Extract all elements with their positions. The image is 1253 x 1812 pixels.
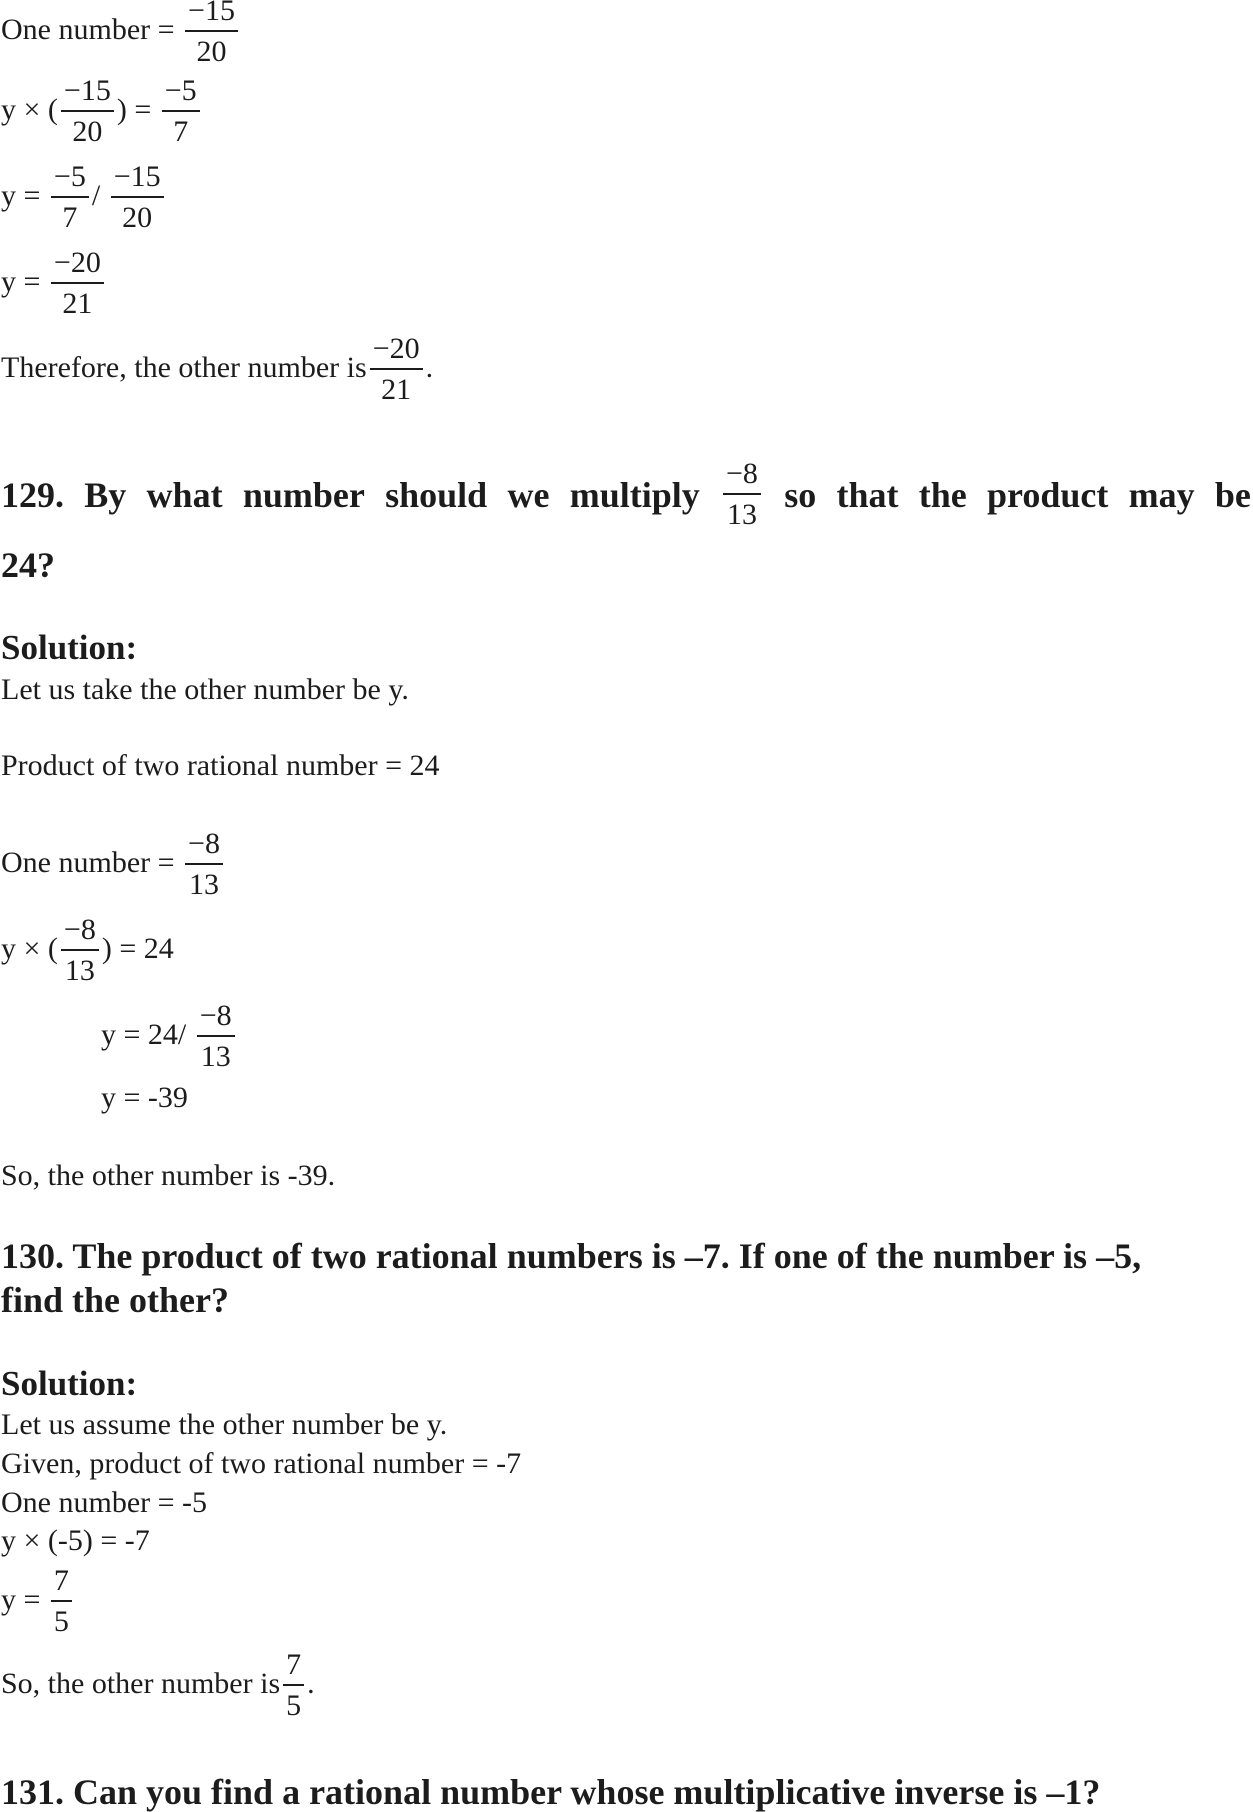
question-129-line2: 24?	[1, 545, 55, 585]
fraction	[185, 825, 223, 905]
solution-line: One number = -5	[1, 1486, 208, 1519]
q130-equation	[1, 1562, 75, 1642]
numerator: −20	[370, 330, 423, 370]
solution-line: Product of two rational number = 24	[1, 749, 440, 782]
q-word: should	[385, 475, 488, 515]
lhs: y × (	[1, 92, 58, 126]
q-word: product	[987, 475, 1109, 515]
q-word: By	[84, 475, 127, 515]
lhs: y = 24/	[101, 1017, 187, 1051]
numerator: −5	[51, 158, 89, 198]
solution-line: Let us assume the other number be y.	[1, 1408, 448, 1441]
q129-one-number-line	[1, 825, 226, 905]
fraction	[61, 72, 114, 152]
q129-equation-2	[101, 997, 238, 1077]
numerator: −15	[185, 0, 238, 32]
numerator: −8	[723, 455, 761, 495]
fraction	[185, 0, 238, 72]
denominator: 7	[173, 115, 189, 148]
denominator: 20	[196, 35, 227, 68]
denominator: 20	[72, 115, 103, 148]
numerator: −5	[162, 72, 200, 112]
period: .	[307, 1666, 315, 1700]
denominator: 13	[64, 954, 95, 987]
prev-one-number-line	[1, 0, 241, 72]
fraction	[51, 244, 104, 324]
q-word: multiply	[569, 475, 700, 515]
question-130-line2: find the other?	[1, 1280, 229, 1320]
solution-line: y × (-5) = -7	[1, 1524, 150, 1557]
denominator: 21	[62, 287, 93, 320]
label: One number =	[1, 845, 175, 879]
q-word: 129.	[1, 475, 64, 515]
question-129-heading	[1, 455, 1251, 535]
q-word: so	[784, 475, 817, 515]
numerator: −15	[111, 158, 164, 198]
denominator: 21	[381, 373, 412, 406]
numerator: 7	[51, 1562, 72, 1602]
solution-line: Given, product of two rational number = -7	[1, 1447, 522, 1480]
text: So, the other number is	[1, 1666, 281, 1700]
denominator: 7	[62, 201, 78, 234]
question-130-heading: 130. The product of two rational numbers is –7. If one of the number is –5,	[1, 1236, 1142, 1276]
numerator: 7	[283, 1646, 304, 1686]
q-word: the	[918, 475, 967, 515]
q-word: number	[242, 475, 365, 515]
numerator: −8	[61, 911, 99, 951]
text: Therefore, the other number is	[1, 350, 367, 384]
fraction	[61, 911, 99, 991]
numerator: −8	[185, 825, 223, 865]
lhs: y =	[1, 178, 41, 212]
mid: ) =	[116, 92, 152, 126]
divide-sign: /	[91, 178, 101, 212]
q129-equation-3: y = -39	[101, 1081, 188, 1114]
rhs: ) = 24	[101, 931, 174, 965]
lhs: y =	[1, 264, 41, 298]
fraction	[723, 455, 761, 535]
numerator: −15	[61, 72, 114, 112]
label: One number =	[1, 12, 175, 46]
lhs: y × (	[1, 931, 58, 965]
q130-conclusion	[1, 1646, 315, 1726]
fraction	[51, 158, 89, 238]
fraction	[283, 1646, 304, 1726]
prev-equation-1	[1, 72, 203, 152]
q-word: what	[146, 475, 223, 515]
q-word: be	[1214, 475, 1251, 515]
fraction	[197, 997, 235, 1077]
denominator: 20	[122, 201, 153, 234]
fraction	[51, 1562, 72, 1642]
fraction	[111, 158, 164, 238]
numerator: −8	[197, 997, 235, 1037]
solution-heading: Solution:	[1, 628, 138, 667]
denominator: 5	[286, 1689, 302, 1722]
prev-conclusion	[1, 330, 433, 410]
denominator: 13	[726, 498, 757, 531]
q-word: we	[507, 475, 550, 515]
q-word: may	[1128, 475, 1195, 515]
fraction	[370, 330, 423, 410]
solution-heading: Solution:	[1, 1364, 138, 1403]
fraction	[162, 72, 200, 152]
q129-conclusion: So, the other number is -39.	[1, 1159, 336, 1192]
prev-equation-3	[1, 244, 107, 324]
denominator: 13	[200, 1040, 231, 1073]
lhs: y =	[1, 1582, 41, 1616]
solution-line: Let us take the other number be y.	[1, 673, 409, 706]
q129-equation-1	[1, 911, 174, 991]
question-131-heading: 131. Can you find a rational number whose multiplicative inverse is –1?	[1, 1772, 1101, 1812]
denominator: 5	[53, 1605, 69, 1638]
numerator: −20	[51, 244, 104, 284]
prev-equation-2	[1, 158, 167, 238]
denominator: 13	[189, 868, 219, 901]
q-word: that	[836, 475, 899, 515]
period: .	[425, 350, 434, 384]
